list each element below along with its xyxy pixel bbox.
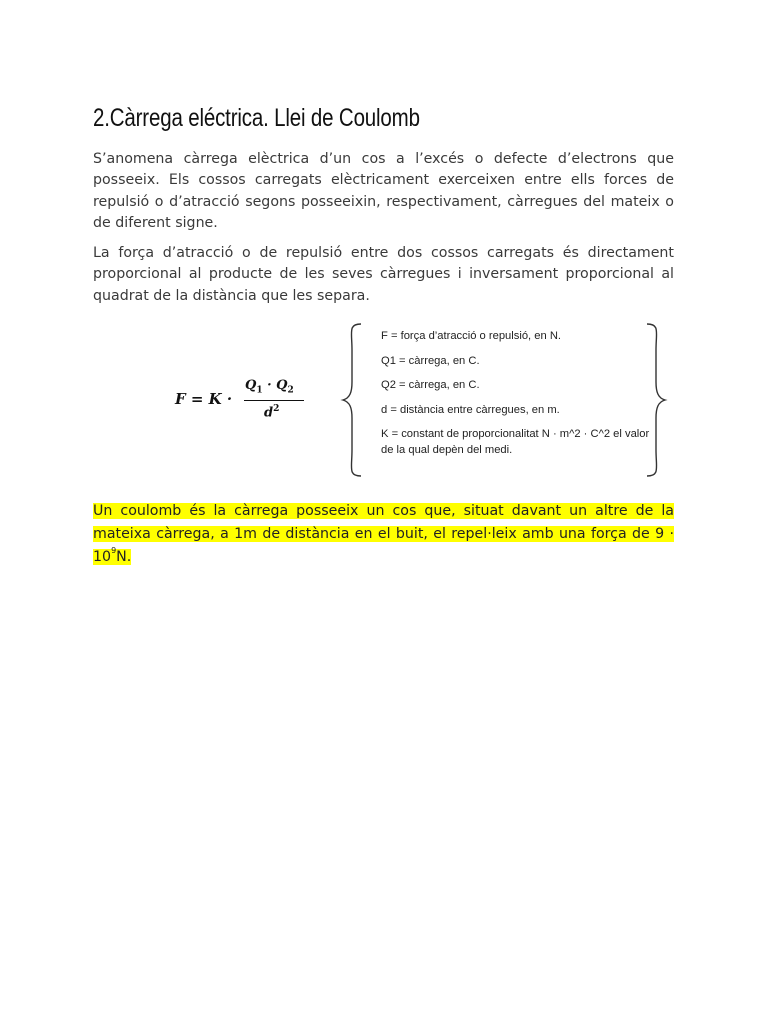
variable-definitions	[381, 328, 651, 458]
formula-lhs: F = K ·	[175, 390, 233, 408]
page-title: 2.Càrrega eléctrica. Llei de Coulomb	[93, 104, 420, 132]
highlighted-coulomb-definition	[93, 500, 674, 569]
left-brace	[343, 324, 361, 476]
formula-denominator: $d^2$	[264, 404, 280, 421]
definition-item: Q2 = càrrega, en C.	[381, 379, 480, 391]
definition-item: Q1 = càrrega, en C.	[381, 354, 480, 367]
paragraph-definition: S’anomena càrrega elèctrica d’un cos a l’excés o defecte d’electrons que posseeix. Els cossos carregats elèctricament exerceixen entre ells forces de repulsió o d’atracció segons posseeixin, respectivament, càrregues del mateix o de diferent signe.	[93, 151, 674, 231]
highlighted-text: Un coulomb és la càrrega posseeix un cos que, situat davant un altre de la mateixa càrrega, a 1m de distància en el buit, el repel·leix amb una força de $9 \cdot 10^9N$.	[93, 503, 674, 565]
definition-item: K = constant de proporcionalitat N · m^2 · C^2 el valor de la qual depèn del medi.	[381, 428, 650, 456]
definition-item: F = força d’atracció o repulsió, en N.	[381, 330, 562, 342]
formula-numerator: $Q_1 \cdot Q_2$	[245, 378, 294, 396]
fraction-bar	[244, 400, 304, 401]
coulomb-formula	[172, 376, 312, 426]
definition-item: d = distància entre càrregues, en m.	[381, 403, 560, 416]
paragraph-coulomb-law: La força d’atracció o de repulsió entre dos cossos carregats és directament proporcional al producte de les seves càrregues i inversament proporcional al quadrat de la distància que les separa.	[93, 245, 674, 304]
